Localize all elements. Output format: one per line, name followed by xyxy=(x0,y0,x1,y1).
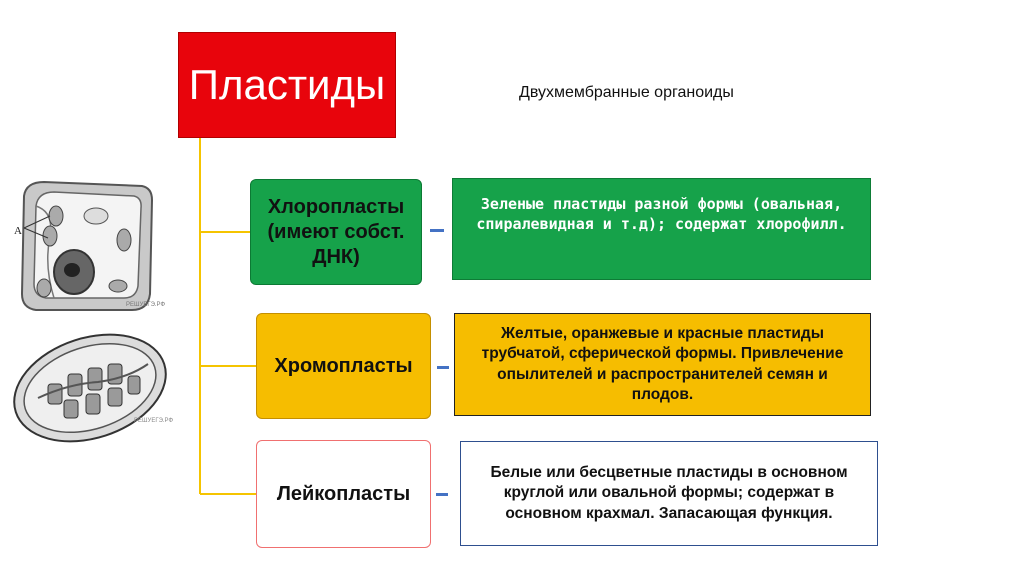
chloroplast-description-box xyxy=(452,178,871,280)
chloroplast-label: Хлоропласты (имеют собст. ДНК) xyxy=(267,195,405,268)
leucoplast-box xyxy=(256,440,431,548)
chloroplast-illustration xyxy=(8,334,173,442)
leucoplast-description: Белые или бесцветные пластиды в основном круглой или овальной формы; содержат в основном крахмал. Запасающая функция. xyxy=(490,464,848,522)
leucoplast-dash xyxy=(436,493,448,496)
subtitle: Двухмембранные органоиды xyxy=(519,84,734,101)
chromoplast-description: Желтые, оранжевые и красные пластиды трубчатой, сферической формы. Привлечение опылителей и распространителей семян и плодов. xyxy=(481,325,844,403)
chromoplast-label: Хромопласты xyxy=(274,354,413,377)
chloroplast-watermark: РЕШУЕГЭ.РФ xyxy=(134,418,174,424)
cell-watermark: РЕШУЕГЭ.РФ xyxy=(126,302,166,308)
leucoplast-label: Лейкопласты xyxy=(276,482,411,505)
page-title: Пластиды xyxy=(188,61,386,108)
title-box xyxy=(178,32,396,138)
chromoplast-dash xyxy=(437,366,449,369)
cell-label-a: А xyxy=(14,225,22,237)
chromoplast-description-box xyxy=(454,313,871,416)
leucoplast-description-box xyxy=(460,441,878,546)
chloroplast-box xyxy=(250,179,422,285)
chloroplast-dash xyxy=(430,229,444,232)
chromoplast-box xyxy=(256,313,431,419)
plant-cell-illustration xyxy=(14,176,166,316)
chloroplast-description: Зеленые пластиды разной формы (овальная, спиралевидная и т.д); содержат хлорофилл. xyxy=(476,195,847,233)
